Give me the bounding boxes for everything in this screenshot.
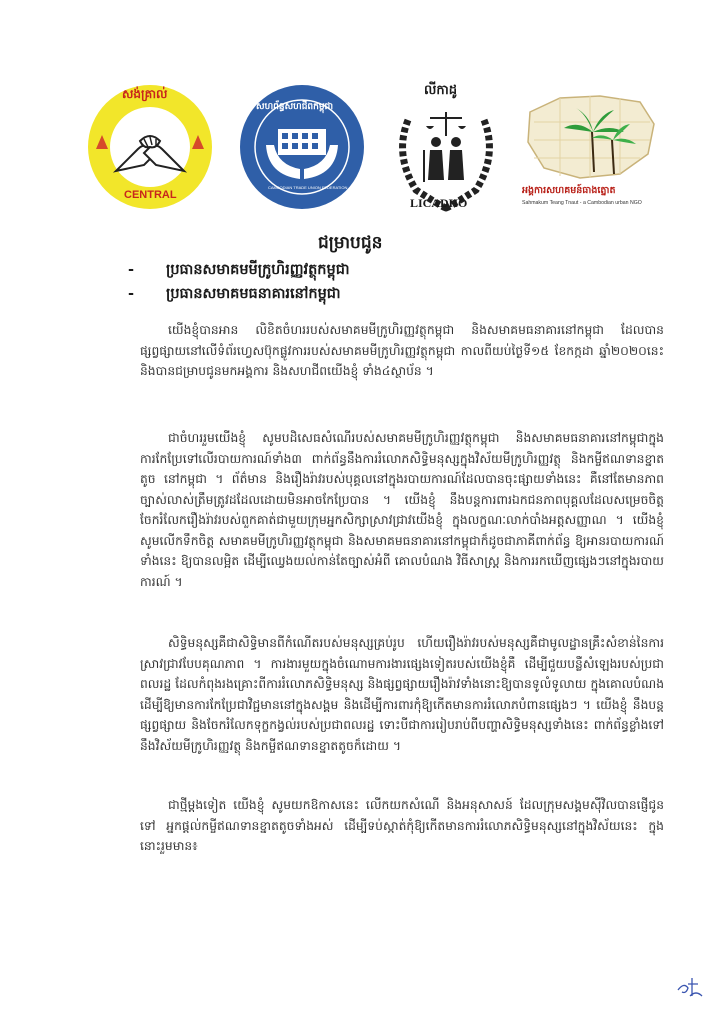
ctuf-inner-arc-text: CAMBODIAN TRADE UNION FEDERATION — [268, 185, 348, 190]
central-top-text: សង់គ្រាល់ — [122, 87, 168, 101]
body-paragraph: សិទ្ធិមនុស្សគឺជាសិទ្ធិមានពីកំណើតរបស់មនុស្សគ្រប់រូប ហើយរឿងរ៉ាវរបស់មនុស្សគឺជាមូលដ្ឋានគ្រឹះសំខាន់នៃការស្រាវជ្រាវបែបគុណភាព ។ ការងារមួយក្នុងចំណោមការងារផ្សេងទៀតរបស់យើងខ្ញុំគឺ ដើម្បីជួយបន្លឺសំឡេងរបស់ប្រជាពលរដ្ឋ ដែលកំពុងរងគ្រោះពីការរំលោភសិទ្ធិមនុស្ស និងផ្សព្វផ្សាយរឿងរ៉ាវទាំងនោះឱ្យបានទូលំទូលាយ ក្នុងគោលបំណងដើម្បីឱ្យមានការកែប្រែជាវិជ្ជមាននៅក្នុងសង្គម និងដើម្បីការពារកុំឱ្យកើតមានការរំលោភបំពានផ្សេងៗ ។ យើងខ្ញុំ នឹងបន្តផ្សព្វផ្សាយ និងចែករំលែកទុក្ខកង្វល់របស់ប្រជាពលរដ្ឋ ទោះបីជាការរៀបរាប់ពីបញ្ហាសិទ្ធិមនុស្សទាំងនេះ ពាក់ព័ន្ធខ្លាំងទៅនឹងវិស័យមីក្រូហិរញ្ញវត្ថុ និងកម្ចីឥណទានខ្នាតតូចក៏ដោយ ។ — [140, 636, 664, 753]
licadho-name: LICADHO — [410, 196, 468, 210]
list-dash: - — [128, 262, 135, 278]
letter-greeting: ជម្រាបជូន — [318, 233, 383, 253]
recipient-text: ប្រធានសមាគមធនាគារនៅកម្ពុជា — [166, 286, 341, 302]
body-paragraph: យើងខ្ញុំបានអាន លិខិតចំហររបស់សមាគមមីក្រូហិរញ្ញវត្ថុកម្ពុជា និងសមាគមធនាគារនៅកម្ពុជា ដែលបានផ្សព្វផ្សាយនៅលើទំព័រហ្វេសប៊ុកផ្លូវការរបស់សមាគមមីក្រូហិរញ្ញវត្ថុកម្ពុជា កាលពីយប់ថ្ងៃទី១៥ ខែកក្កដា ឆ្នាំ២០២០នេះ និងបានជម្រាបជូនមកអង្គការ និងសហជីពយើងខ្ញុំ ទាំង៤ស្ថាប័ន ។ — [140, 323, 664, 378]
handwritten-initials-signature — [676, 974, 706, 1000]
ctuf-arc-text: សហព័ន្ធសហជីពកម្ពុជា — [256, 101, 334, 111]
list-dash: - — [128, 286, 135, 302]
central-logo — [86, 83, 214, 211]
licadho-top-text: លីកាដូ — [424, 82, 458, 97]
stt-subtitle: Sahmakum Teang Tnaut - a Cambodian urban NGO — [522, 200, 642, 206]
licadho-logo — [386, 80, 506, 215]
stt-title: អង្គការសហគមន៍ធាងត្នោត — [522, 185, 616, 196]
recipient-item — [128, 282, 350, 306]
central-bottom-text: CENTRAL — [124, 189, 177, 201]
recipient-list — [128, 258, 350, 306]
ctuf-logo — [238, 83, 366, 211]
palm-tree-map-icon — [520, 92, 660, 182]
body-paragraph: ជាចំហររួមយើងខ្ញុំ សូមបដិសេធសំណើរបស់សមាគមមីក្រូហិរញ្ញវត្ថុកម្ពុជា និងសមាគមធនាគារនៅកម្ពុជាក្នុងការកែប្រែទៅលើរបាយការណ៍ទាំង៣ ពាក់ព័ន្ធនឹងការរំលោភសិទ្ធិមនុស្សក្នុងវិស័យមីក្រូហិរញ្ញវត្ថុ និងកម្ចីឥណទានខ្នាតតូច នៅកម្ពុជា ។ ព័ត៌មាន និងរឿងរ៉ាវរបស់បុគ្គលនៅក្នុងរបាយការណ៍ដែលបានចុះផ្សាយទាំងនេះ គឺនៅតែមានភាពច្បាស់លាស់ត្រឹមត្រូវដដែលដោយមិនអាចកែប្រែបាន ។ យើងខ្ញុំ នឹងបន្តការពារឯកជនភាពបុគ្គលដែលសម្រេចចិត្តចែករំលែករឿងរ៉ាវរបស់ពួកគាត់ជាមួយក្រុមអ្នកសិក្សាស្រាវជ្រាវយើងខ្ញុំ ក្នុងលក្ខណៈលាក់បាំងអត្តសញ្ញាណ ។ យើងខ្ញុំ សូមលើកទឹកចិត្ត សមាគមមីក្រូហិរញ្ញវត្ថុកម្ពុជា និងសមាគមធនាគារនៅកម្ពុជាក៏ដូចជាភាគីពាក់ព័ន្ធ ឱ្យអានរបាយការណ៍ទាំងនេះ ឱ្យបានលម្អិត ដើម្បីឈ្វេងយល់កាន់តែច្បាស់អំពី គោលបំណង វិធីសាស្ត្រ និងការរកឃើញផ្សេងៗនៅក្នុងរបាយការណ៍ ។ — [140, 431, 664, 589]
recipient-text: ប្រធានសមាគមមីក្រូហិរញ្ញវត្ថុកម្ពុជា — [166, 262, 350, 278]
recipient-item — [128, 258, 350, 282]
stt-logo — [520, 92, 660, 212]
body-paragraph: ជាថ្មីម្តងទៀត យើងខ្ញុំ សូមយកឱកាសនេះ លើកយកសំណើ និងអនុសាសន៍ ដែលក្រុមសង្គមស៊ីវិលបានផ្ញើជូនទៅ អ្នកផ្តល់កម្ចីឥណទានខ្នាតតូចទាំងអស់ ដើម្បីទប់ស្កាត់កុំឱ្យកើតមានការរំលោភសិទ្ធិមនុស្សនៅក្នុងវិស័យនេះ ក្នុងនោះរួមមាន៖ — [140, 798, 664, 853]
